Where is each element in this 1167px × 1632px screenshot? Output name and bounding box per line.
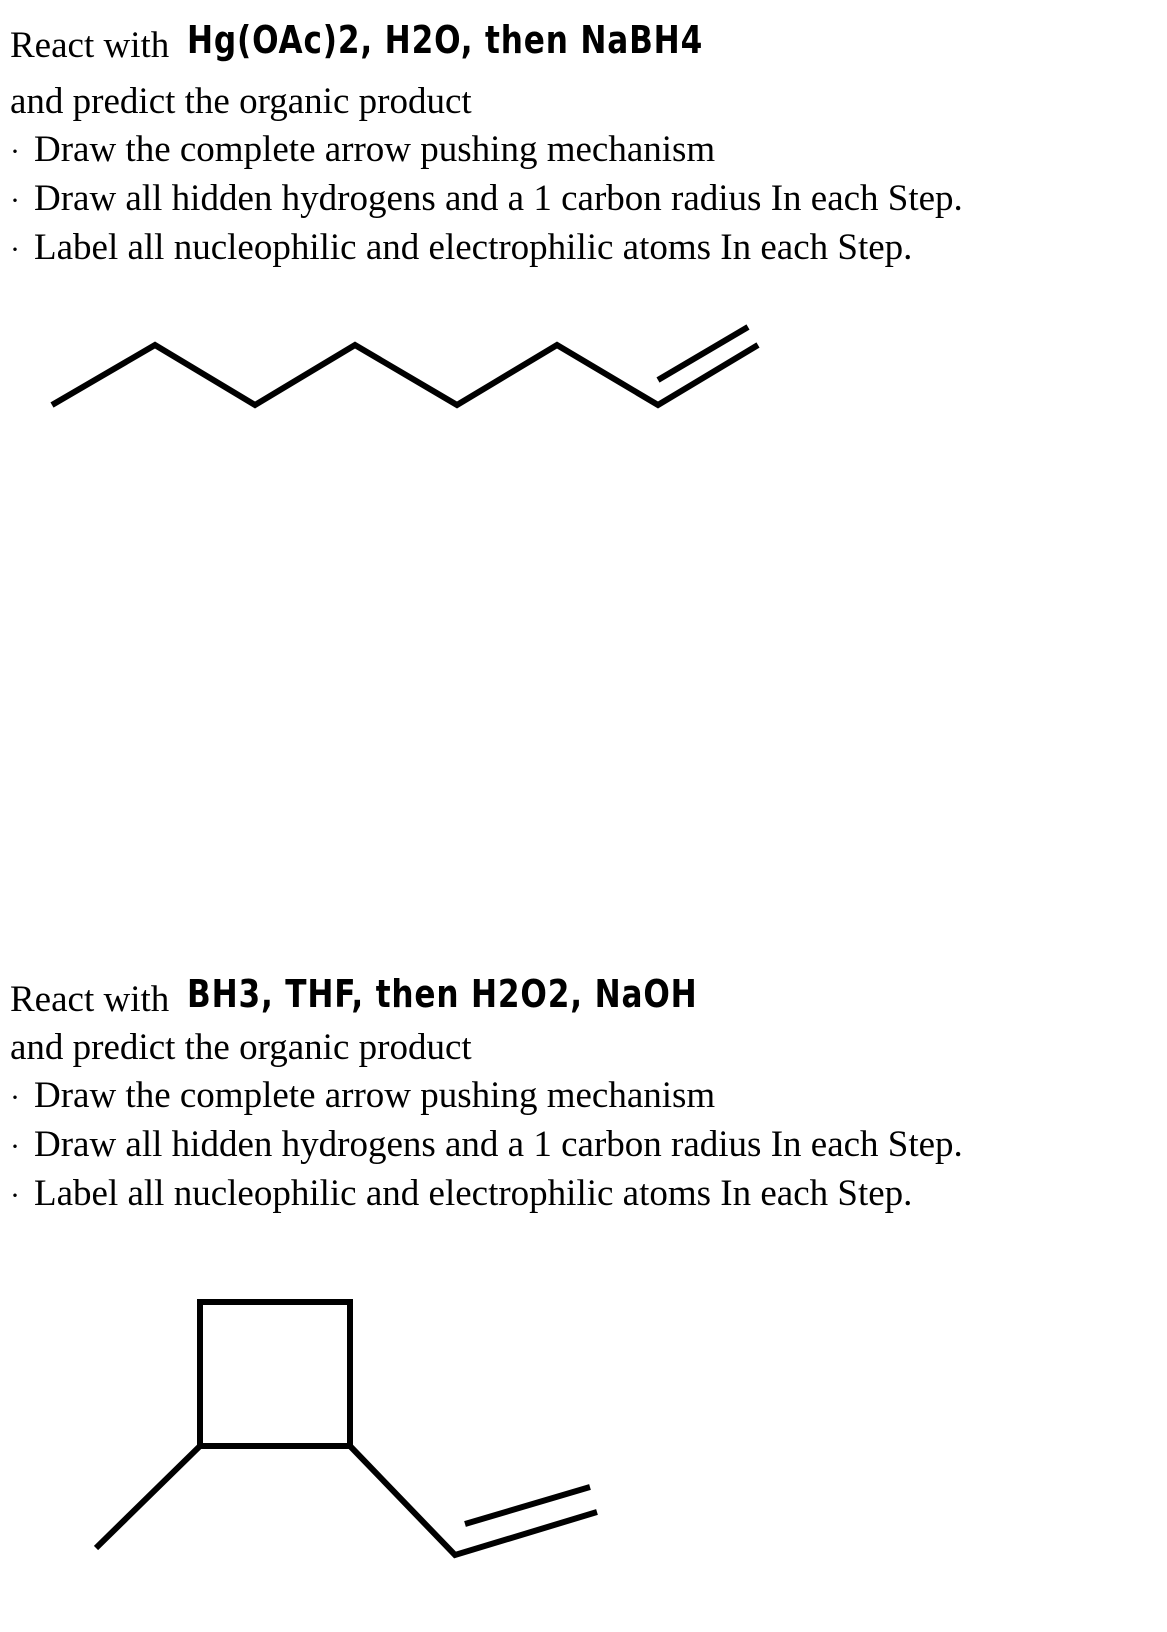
instruction-text: Draw all hidden hydrogens and a 1 carbon radius In each Step. <box>34 178 963 219</box>
problem-2-prompt <box>10 972 809 1022</box>
problem-1-subtitle: and predict the organic product <box>10 81 472 122</box>
bullet-icon: · <box>10 1179 20 1212</box>
carbon-chain-bond <box>52 345 758 405</box>
bullet-icon: · <box>10 233 20 266</box>
instruction-text: Label all nucleophilic and electrophilic atoms In each Step. <box>34 1173 913 1214</box>
reagent-handwritten: Hg(OAc)2, H2O, then NaBH4 <box>186 18 703 62</box>
instruction-item <box>10 1172 912 1218</box>
bullet-icon: · <box>10 184 20 217</box>
instruction-text: Label all nucleophilic and electrophilic atoms In each Step. <box>34 227 913 268</box>
instruction-text: Draw all hidden hydrogens and a 1 carbon radius In each Step. <box>34 1124 963 1165</box>
reagent-handwritten: BH3, THF, then H2O2, NaOH <box>186 972 698 1016</box>
instruction-item <box>10 1074 715 1120</box>
prompt-prefix: React with <box>10 25 170 66</box>
bullet-icon: · <box>10 1081 20 1114</box>
instruction-text: Draw the complete arrow pushing mechanism <box>34 1075 716 1116</box>
prompt-prefix: React with <box>10 979 170 1020</box>
double-bond-line <box>658 327 748 380</box>
bullet-icon: · <box>10 135 20 168</box>
methyl-bond <box>96 1446 200 1548</box>
cyclobutane-ring <box>200 1302 350 1446</box>
instruction-item <box>10 1123 963 1169</box>
problem-2-subtitle: and predict the organic product <box>10 1027 472 1068</box>
bullet-icon: · <box>10 1130 20 1163</box>
instruction-text: Draw the complete arrow pushing mechanism <box>34 129 716 170</box>
vinyl-bond <box>350 1446 597 1555</box>
